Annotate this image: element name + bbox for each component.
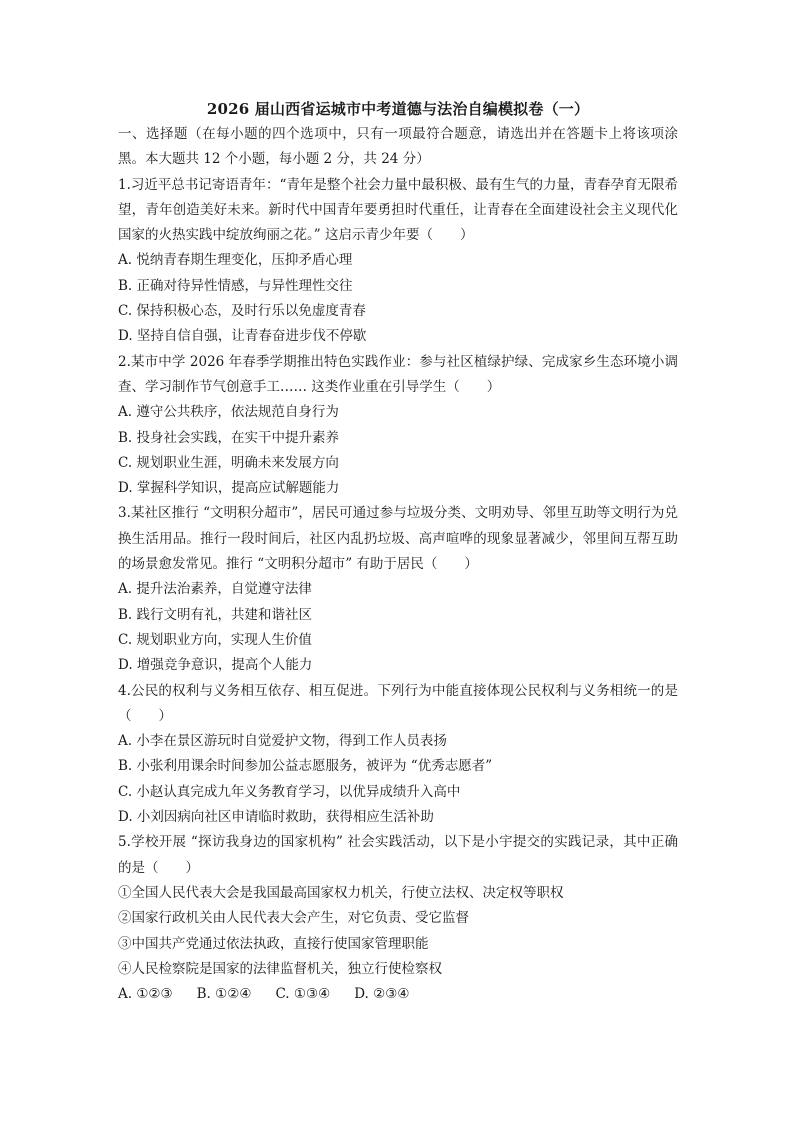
statement-1: ①全国人民代表大会是我国最高国家权力机关，行使立法权、决定权等职权 (118, 884, 564, 901)
question-1 (118, 173, 678, 350)
option-c: C. 保持积极心态，及时行乐以免虚度青春 (118, 303, 366, 320)
option-b: B. ①②④ (196, 986, 252, 1003)
question-stem: 3.某社区推行 “文明积分超市”，居民可通过参与垃圾分类、文明劝导、邻里互助等文明行为兑换生活用品。推行一段时间后，社区内乱扔垃圾、高声喧哗的现象显著减少，邻里间互帮互助的场景愈发常见。推行 “文明积分超市” 有助于居民（ ） (118, 505, 678, 573)
option-d: D. 增强竞争意识，提高个人能力 (118, 657, 313, 674)
question-stem: 4.公民的权利与义务相互依存、相互促进。下列行为中能直接体现公民权利与义务相统一的是（ ） (118, 682, 678, 724)
statement-2: ②国家行政机关由人民代表大会产生，对它负责、受它监督 (118, 910, 469, 927)
question-stem: 1.习近平总书记寄语青年：“青年是整个社会力量中最积极、最有生气的力量，青春孕育无限希望，青年创造美好未来。新时代中国青年要勇担时代重任，让青春在全面建设社会主义现代化国家的火热实践中绽放绚丽之花。” 这启示青少年要（ ） (118, 176, 678, 244)
option-c: C. 规划职业生涯，明确未来发展方向 (118, 454, 339, 471)
question-4 (118, 679, 678, 831)
statement-3: ③中国共产党通过依法执政，直接行使国家管理职能 (118, 935, 429, 952)
option-c: C. ①③④ (275, 986, 331, 1003)
question-stem: 2.某市中学 2026 年春季学期推出特色实践作业：参与社区植绿护绿、完成家乡生态环境小调查、学习制作节气创意手工…… 这类作业重在引导学生（ ） (118, 353, 678, 395)
option-row (118, 982, 678, 1007)
option-b: B. 践行文明有礼，共建和谐社区 (118, 606, 313, 623)
option-d: D. 掌握科学知识，提高应试解题能力 (118, 480, 340, 497)
question-2 (118, 350, 678, 502)
option-a: A. 遵守公共秩序，依法规范自身行为 (118, 404, 339, 421)
option-b: B. 正确对待异性情感，与异性理性交往 (118, 277, 353, 294)
option-c: C. 小赵认真完成九年义务教育学习，以优异成绩升入高中 (118, 783, 461, 800)
option-a: A. 小李在景区游玩时自觉爱护文物，得到工作人员表扬 (118, 733, 447, 750)
option-d: D. 小刘因病向社区申请临时救助，获得相应生活补助 (118, 809, 434, 826)
exam-page (118, 100, 678, 1007)
option-a: A. ①②③ (118, 986, 173, 1003)
question-5 (118, 830, 678, 1007)
exam-title: 2026 届山西省运城市中考道德与法治自编模拟卷（一） (206, 100, 590, 118)
statement-4: ④人民检察院是国家的法律监督机关，独立行使检察权 (118, 960, 442, 977)
option-a: A. 提升法治素养，自觉遵守法律 (118, 581, 312, 598)
option-d: D. ②③④ (354, 986, 410, 1003)
option-b: B. 投身社会实践，在实干中提升素养 (118, 429, 340, 446)
section-instructions: 一、选择题（在每小题的四个选项中，只有一项最符合题意，请选出并在答题卡上将该项涂黑。本大题共 12 个小题，每小题 2 分，共 24 分） (118, 126, 678, 168)
question-stem: 5.学校开展 “探访我身边的国家机构” 社会实践活动，以下是小宇提交的实践记录，其中正确的是（ ） (118, 834, 678, 876)
option-a: A. 悦纳青春期生理变化，压抑矛盾心理 (118, 252, 353, 269)
option-b: B. 小张利用课余时间参加公益志愿服务，被评为 “优秀志愿者” (118, 758, 493, 775)
question-3 (118, 501, 678, 678)
option-c: C. 规划职业方向，实现人生价值 (118, 631, 312, 648)
option-d: D. 坚持自信自强，让青春奋进步伐不停歇 (118, 328, 367, 345)
